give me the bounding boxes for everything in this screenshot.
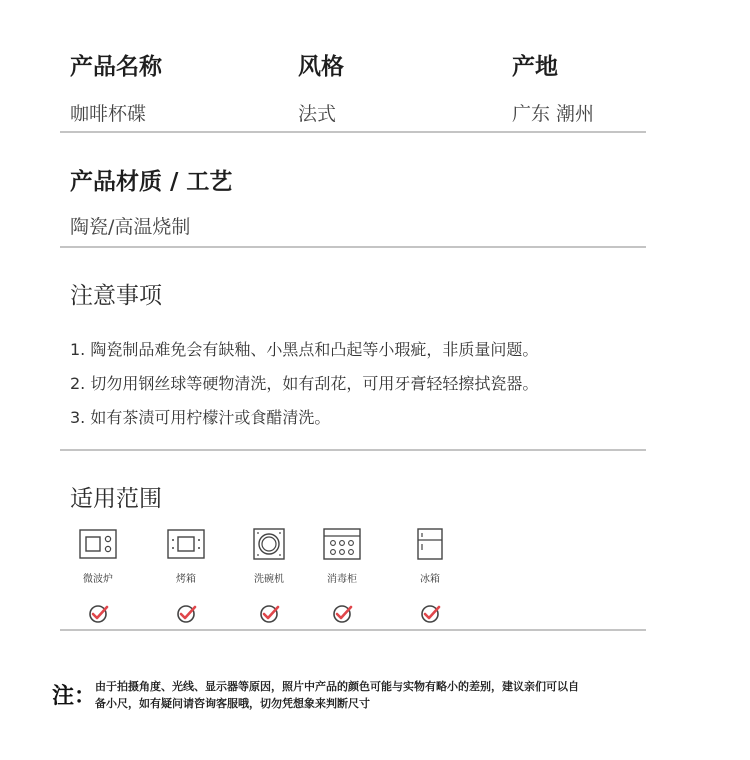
spec-value-origin: 广东 潮州 xyxy=(512,103,595,125)
spec-value-name: 咖啡杯碟 xyxy=(70,103,147,125)
dishwasher-icon xyxy=(249,528,289,560)
divider xyxy=(60,246,646,248)
sterilizer-icon xyxy=(322,528,362,560)
check-icon xyxy=(331,603,353,625)
appliance-oven xyxy=(151,528,221,629)
spec-value-material: 陶瓷/高温烧制 xyxy=(70,216,191,238)
appliance-sterilizer xyxy=(307,528,377,629)
check-icon xyxy=(258,603,280,625)
appliance-dishwasher xyxy=(234,528,304,629)
usage-title: 适用范围 xyxy=(70,486,162,512)
check-icon xyxy=(175,603,197,625)
appliance-label-sterilizer: 消毒柜 xyxy=(327,574,357,585)
check-icon xyxy=(419,603,441,625)
spec-label-name: 产品名称 xyxy=(70,54,162,80)
microwave-icon xyxy=(78,528,118,560)
spec-label-material: 产品材质 / 工艺 xyxy=(70,169,233,195)
check-icon xyxy=(87,603,109,625)
notes-title: 注意事项 xyxy=(70,283,162,309)
divider xyxy=(60,449,646,451)
spec-label-origin: 产地 xyxy=(512,54,558,80)
spec-value-style: 法式 xyxy=(298,103,337,125)
divider xyxy=(60,131,646,133)
footer-line-2: 备小尺，如有疑问请咨询客服哦，切勿凭想象来判断尺寸 xyxy=(95,697,370,710)
appliance-label-dishwasher: 洗碗机 xyxy=(254,574,284,585)
note-item-2: 2. 切勿用钢丝球等硬物清洗，如有刮花，可用牙膏轻轻擦拭瓷器。 xyxy=(70,374,539,393)
divider xyxy=(60,629,646,631)
appliance-label-fridge: 冰箱 xyxy=(420,574,440,585)
appliance-fridge xyxy=(395,528,465,629)
note-item-3: 3. 如有茶渍可用柠檬汁或食醋清洗。 xyxy=(70,408,331,427)
spec-label-style: 风格 xyxy=(298,54,344,80)
footer-line-1: 由于拍摄角度、光线、显示器等原因，照片中产品的颜色可能与实物有略小的差别，建议亲们可以自 xyxy=(95,680,579,693)
note-item-1: 1. 陶瓷制品难免会有缺釉、小黑点和凸起等小瑕疵，非质量问题。 xyxy=(70,340,539,359)
footer-prefix: 注： xyxy=(52,684,97,709)
appliance-label-microwave: 微波炉 xyxy=(83,574,113,585)
fridge-icon xyxy=(410,528,450,560)
oven-icon xyxy=(166,528,206,560)
appliance-label-oven: 烤箱 xyxy=(176,574,196,585)
appliance-microwave xyxy=(63,528,133,629)
